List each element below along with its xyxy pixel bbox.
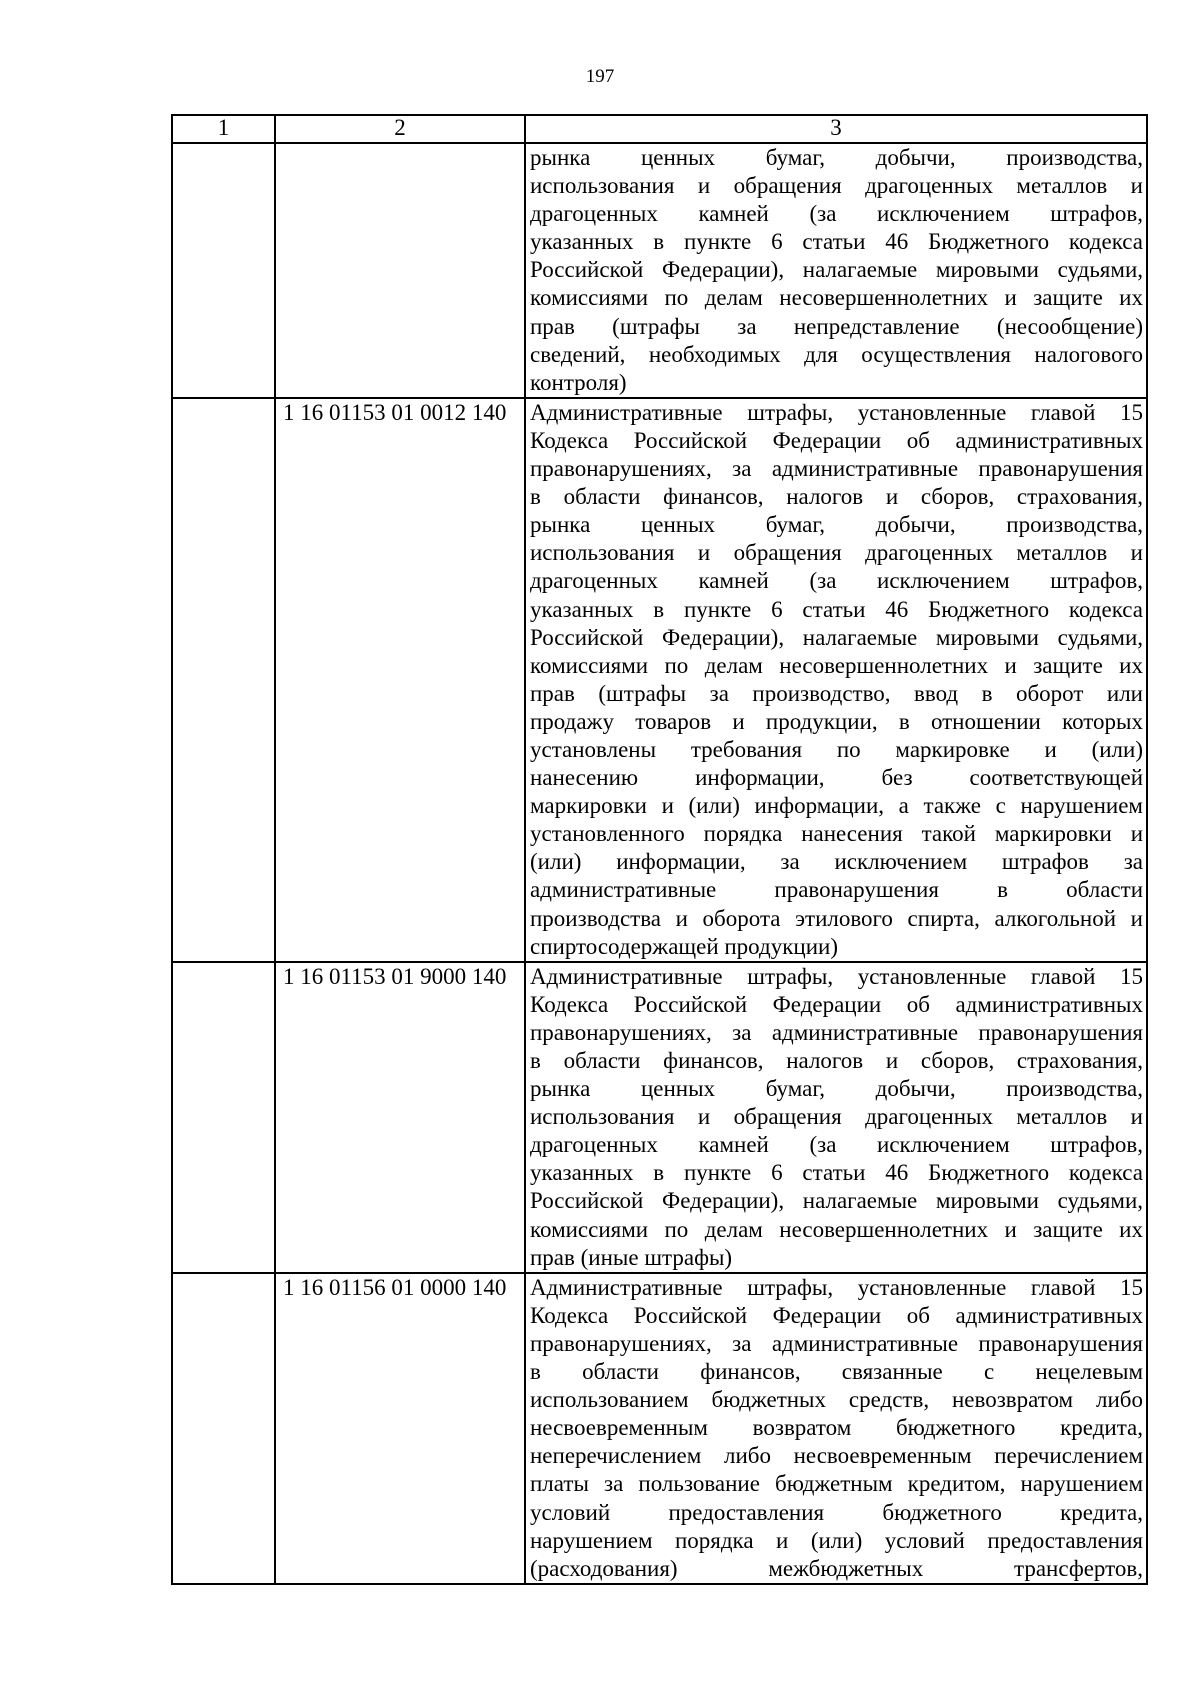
description-line: в области финансов, налогов и сборов, страхования, [530,1048,1143,1073]
description-line: в области финансов, связанные с нецелевым [530,1359,1143,1385]
row-number-cell [172,398,275,962]
table-body [172,143,1147,1584]
description-text [530,1274,1143,1583]
description-line: прав (штрафы за производство, ввод в оборот или [530,680,1143,706]
description-line: спиртосодержащей продукции) [530,933,838,959]
description-line: рынка ценных бумаг, добычи, производства, [530,512,1143,538]
description-cell [525,398,1147,962]
description-line: рынка ценных бумаг, добычи, производства, [530,145,1143,170]
description-line: комиссиями по делам несовершеннолетних и защите их [530,652,1143,678]
budget-code-cell: 1 16 01156 01 0000 140 [275,1273,525,1584]
description-line: нарушением порядка и (или) условий предоставления [530,1527,1143,1553]
description-line: маркировки и (или) информации, а также с нарушением [530,793,1143,819]
column-header-2: 2 [275,115,525,143]
description-line: Кодекса Российской Федерации об административных [530,1302,1143,1328]
description-line: прав (иные штрафы) [530,1244,733,1270]
description-line: правонарушениях, за административные правонарушения [530,1019,1143,1045]
row-number-cell [172,1273,275,1584]
description-line: Административные штрафы, установленные главой 15 [530,399,1143,425]
description-line: Российской Федерации), налагаемые мировыми судьями, [530,1188,1143,1214]
description-line: рынка ценных бумаг, добычи, производства, [530,1076,1143,1102]
description-line: платы за пользование бюджетным кредитом, нарушением [530,1471,1143,1497]
description-line: Административные штрафы, установленные главой 15 [530,1274,1143,1300]
description-line: комиссиями по делам несовершеннолетних и защите их [530,1216,1143,1242]
description-line: продажу товаров и продукции, в отношении которых [530,708,1143,734]
page-number: 197 [585,66,615,87]
table-row [172,398,1147,962]
description-line: указанных в пункте 6 статьи 46 Бюджетного кодекса [530,229,1143,255]
description-line: использованием бюджетных средств, невозвратом либо [530,1387,1143,1413]
description-line: использования и обращения драгоценных металлов и [530,1104,1143,1130]
description-line: использования и обращения драгоценных металлов и [530,173,1143,199]
description-line: установленного порядка нанесения такой маркировки и [530,821,1143,847]
description-line: в области финансов, налогов и сборов, страхования, [530,484,1143,510]
description-line: условий предоставления бюджетного кредита, [530,1499,1143,1525]
description-cell [525,143,1147,398]
description-line: Российской Федерации), налагаемые мировыми судьями, [530,257,1143,283]
description-line: использования и обращения драгоценных металлов и [530,540,1143,566]
description-line: неперечислением либо несвоевременным перечислением [530,1443,1143,1469]
description-line: указанных в пункте 6 статьи 46 Бюджетного кодекса [530,1160,1143,1186]
description-cell [525,1273,1147,1584]
description-text [530,399,1143,961]
description-line: Кодекса Российской Федерации об административных [530,427,1143,453]
row-number-cell [172,962,275,1273]
budget-code-cell: 1 16 01153 01 0012 140 [275,398,525,962]
description-line: сведений, необходимых для осуществления налогового [530,341,1143,367]
description-line: административные правонарушения в области [530,877,1143,903]
description-line: прав (штрафы за непредставление (несообщение) [530,313,1143,339]
description-line: контроля) [530,369,627,395]
table-header-row [172,115,1147,143]
budget-code-cell [275,143,525,398]
description-line: нанесению информации, без соответствующей [530,765,1143,791]
description-line: правонарушениях, за административные правонарушения [530,1330,1143,1356]
budget-code-table [171,114,1148,1585]
description-line: драгоценных камней (за исключением штрафов, [530,201,1143,227]
table-row [172,1273,1147,1584]
description-line: комиссиями по делам несовершеннолетних и защите их [530,285,1143,311]
description-line: указанных в пункте 6 статьи 46 Бюджетного кодекса [530,596,1143,622]
table-row [172,962,1147,1273]
description-cell [525,962,1147,1273]
description-text [530,963,1143,1272]
budget-code-cell: 1 16 01153 01 9000 140 [275,962,525,1273]
description-line: Российской Федерации), налагаемые мировыми судьями, [530,624,1143,650]
description-line: (или) информации, за исключением штрафов за [530,849,1143,875]
description-line: драгоценных камней (за исключением штрафов, [530,1132,1143,1158]
description-line: несвоевременным возвратом бюджетного кредита, [530,1415,1143,1441]
description-line: установлены требования по маркировке и (или) [530,736,1143,762]
table-row [172,143,1147,398]
description-line: драгоценных камней (за исключением штрафов, [530,568,1143,594]
description-line: Кодекса Российской Федерации об административных [530,991,1143,1017]
description-line: правонарушениях, за административные правонарушения [530,456,1143,482]
column-header-1: 1 [172,115,275,143]
description-line: (расходования) межбюджетных трансфертов, [530,1555,1143,1581]
column-header-3: 3 [525,115,1147,143]
row-number-cell [172,143,275,398]
description-line: производства и оборота этилового спирта, алкогольной и [530,905,1143,931]
description-line: Административные штрафы, установленные главой 15 [530,963,1143,989]
description-text [530,144,1143,397]
